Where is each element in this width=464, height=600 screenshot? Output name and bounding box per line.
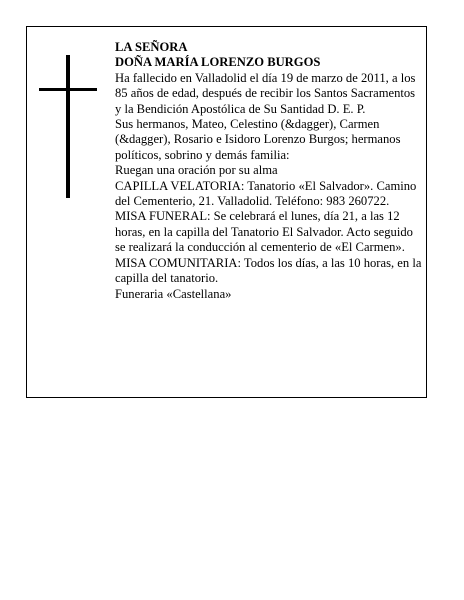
chapel-info: CAPILLA VELATORIA: Tanatorio «El Salvador». Camino del Cementerio, 21. Valladolid. Teléfono: 983 260722. — [115, 178, 417, 209]
notice-text — [115, 40, 423, 302]
prayer-request: Ruegan una oración por su alma — [115, 163, 278, 178]
cross-horizontal-bar — [39, 88, 97, 91]
death-announcement: Ha fallecido en Valladolid el día 19 de marzo de 2011, a los 85 años de edad, después de recibir los Santos Sacramentos y la Bendición Apostólica de Su Santidad D. E. P. — [115, 70, 416, 116]
cross-vertical-bar — [66, 55, 70, 198]
funeral-mass-info: MISA FUNERAL: Se celebrará el lunes, día 21, a las 12 horas, en la capilla del Tanatorio El Salvador. Acto seguido se realizará la conducción al cementerio de «El Carmen». — [115, 209, 413, 255]
notice-title: LA SEÑORA — [115, 40, 188, 54]
deceased-name: DOÑA MARÍA LORENZO BURGOS — [115, 55, 321, 70]
community-mass-info: MISA COMUNITARIA: Todos los días, a las 10 horas, en la capilla del tanatorio. — [115, 255, 422, 286]
obituary-notice — [26, 26, 427, 398]
family-list: Sus hermanos, Mateo, Celestino (&dagger), Carmen (&dagger), Rosario e Isidoro Lorenzo Burgos; hermanos políticos, sobrino y demás familia: — [115, 117, 401, 162]
cross-icon — [39, 55, 97, 198]
funeral-home: Funeraria «Castellana» — [115, 286, 232, 301]
